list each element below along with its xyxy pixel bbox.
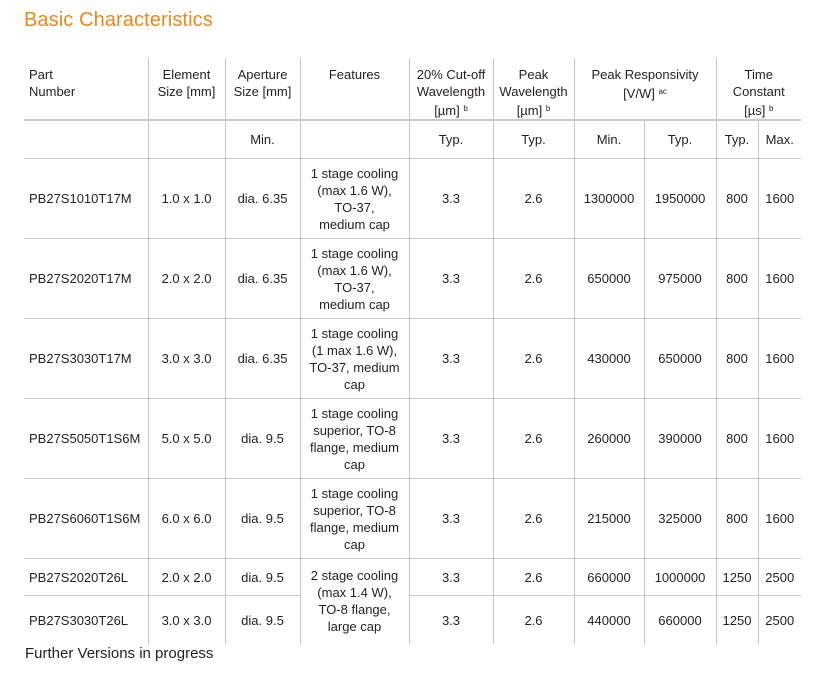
features-cell: 1 stage cooling superior, TO-8 flange, medium cap [300,399,409,479]
tc-typ-cell: 800 [716,479,758,559]
element-size-cell: 1.0 x 1.0 [148,159,225,239]
cutoff-cell: 3.3 [409,319,493,399]
features-cell: 1 stage cooling (max 1.6 W), TO-37, medium cap [300,239,409,319]
subheader-blank [148,120,225,159]
subheader-aperture-min: Min. [225,120,300,159]
table-row [24,559,801,596]
part-number-cell: PB27S1010T17M [24,159,148,239]
characteristics-table [24,58,801,644]
header-aperture-size: Aperture Size [mm] [225,58,300,120]
subheader-row [24,120,801,159]
header-time-constant: Time Constant [µs] $^b$ [716,58,801,120]
tc-typ-cell: 800 [716,239,758,319]
aperture-cell: dia. 6.35 [225,159,300,239]
resp-typ-cell: 1950000 [644,159,716,239]
resp-min-cell: 215000 [574,479,644,559]
features-cell: 1 stage cooling (max 1.6 W), TO-37, medium cap [300,159,409,239]
table-row [24,239,801,319]
header-part-number: Part Number [24,58,148,120]
tc-typ-cell: 800 [716,319,758,399]
header-features: Features [300,58,409,120]
features-cell: 1 stage cooling (1 max 1.6 W), TO-37, medium cap [300,319,409,399]
tc-max-cell: 1600 [758,319,801,399]
tc-max-cell: 2500 [758,596,801,645]
resp-typ-cell: 325000 [644,479,716,559]
element-size-cell: 6.0 x 6.0 [148,479,225,559]
header-cutoff-wavelength: 20% Cut-off Wavelength [µm] $^b$ [409,58,493,120]
footer-note: Further Versions in progress [25,645,214,662]
part-number-cell: PB27S3030T26L [29,612,129,628]
element-size-cell: 5.0 x 5.0 [148,399,225,479]
features-cell: 1 stage cooling superior, TO-8 flange, medium cap [300,479,409,559]
resp-min-cell: 430000 [574,319,644,399]
part-number-cell: PB27S6060T1S6M [24,479,148,559]
subheader-blank [300,120,409,159]
table-row [24,479,801,559]
resp-min-cell: 650000 [574,239,644,319]
table-row [24,399,801,479]
subheader-blank [24,120,148,159]
resp-min-cell: 1300000 [574,159,644,239]
peak-cell: 2.6 [493,479,574,559]
resp-min-cell: 260000 [574,399,644,479]
subheader-cutoff-typ: Typ. [409,120,493,159]
tc-max-cell: 2500 [758,559,801,596]
header-peak-wavelength: Peak Wavelength [µm] $^b$ [493,58,574,120]
tc-max-cell: 1600 [758,239,801,319]
tc-typ-cell: 800 [716,159,758,239]
peak-cell: 2.6 [493,559,574,596]
cutoff-cell: 3.3 [409,159,493,239]
peak-cell: 2.6 [493,239,574,319]
tc-max-cell: 1600 [758,159,801,239]
aperture-cell: dia. 9.5 [225,479,300,559]
element-size-cell: 3.0 x 3.0 [148,319,225,399]
part-number-cell: PB27S2020T17M [24,239,148,319]
part-number-cell: PB27S5050T1S6M [24,399,148,479]
peak-cell: 2.6 [493,159,574,239]
resp-min-cell: 660000 [574,559,644,596]
header-element-size: Element Size [mm] [148,58,225,120]
page-title: Basic Characteristics [24,9,213,31]
tc-typ-cell: 800 [716,399,758,479]
tc-typ-cell: 1250 [716,559,758,596]
peak-cell: 2.6 [493,399,574,479]
element-size-cell: 2.0 x 2.0 [148,239,225,319]
tc-typ-cell: 1250 [716,596,758,645]
subheader-resp-min: Min. [574,120,644,159]
aperture-cell: dia. 6.35 [225,239,300,319]
cutoff-cell: 3.3 [409,479,493,559]
resp-typ-cell: 650000 [644,319,716,399]
resp-typ-cell: 975000 [644,239,716,319]
features-cell: 2 stage cooling (max 1.4 W), TO-8 flange, large cap [300,559,409,645]
cutoff-cell: 3.3 [409,239,493,319]
aperture-cell: dia. 6.35 [225,319,300,399]
element-size-cell: 3.0 x 3.0 [148,596,225,645]
resp-typ-cell: 390000 [644,399,716,479]
subheader-peak-typ: Typ. [493,120,574,159]
header-row [24,58,801,120]
peak-cell: 2.6 [493,596,574,645]
cutoff-cell: 3.3 [409,596,493,645]
peak-cell: 2.6 [493,319,574,399]
table-row [24,596,801,645]
subheader-tc-max: Max. [758,120,801,159]
element-size-cell: 2.0 x 2.0 [148,559,225,596]
header-peak-responsivity: Peak Responsivity [V/W] $^{ac}$ [574,58,716,120]
tc-max-cell: 1600 [758,399,801,479]
resp-typ-cell: 660000 [644,596,716,645]
table-row [24,159,801,239]
subheader-tc-typ: Typ. [716,120,758,159]
part-number-cell: PB27S3030T17M [24,319,148,399]
aperture-cell: dia. 9.5 [225,559,300,596]
part-number-cell: PB27S2020T26L [24,559,148,596]
table-row [24,319,801,399]
resp-typ-cell: 1000000 [644,559,716,596]
aperture-cell: dia. 9.5 [225,596,300,645]
resp-min-cell: 440000 [574,596,644,645]
cutoff-cell: 3.3 [409,559,493,596]
subheader-resp-typ: Typ. [644,120,716,159]
cutoff-cell: 3.3 [409,399,493,479]
aperture-cell: dia. 9.5 [225,399,300,479]
tc-max-cell: 1600 [758,479,801,559]
